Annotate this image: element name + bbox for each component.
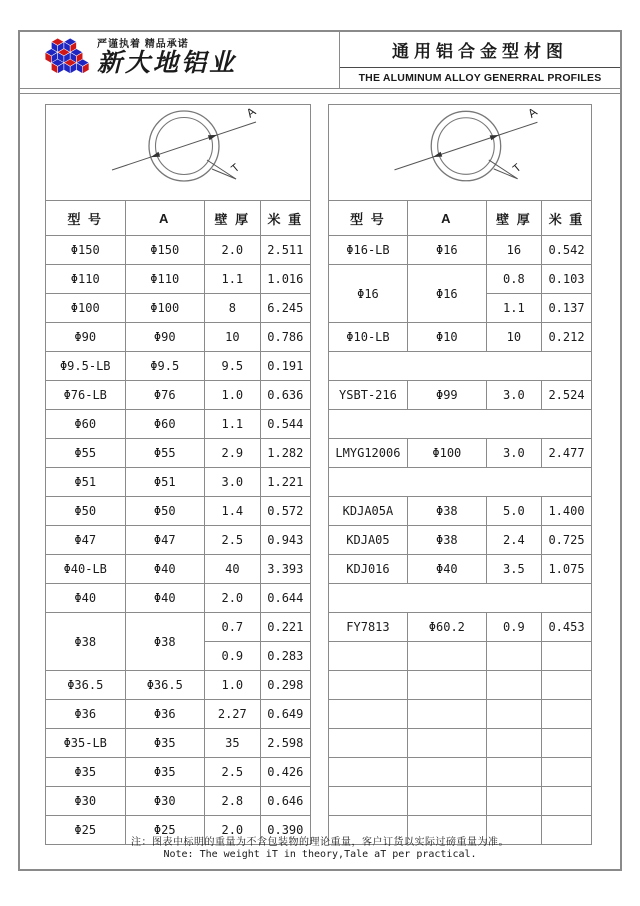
note-chinese: 注：图表中标明的重量为不含包装物的理论重量，客户订货以实际过磅重量为准。 xyxy=(131,837,509,848)
table-row xyxy=(329,352,592,381)
empty-cell xyxy=(407,700,486,729)
cell-model: Φ40-LB xyxy=(46,555,126,584)
cell-weight: 1.016 xyxy=(260,265,310,294)
cell-thickness: 3.0 xyxy=(486,439,541,468)
table-row xyxy=(329,584,592,613)
col-header-weight: 米 重 xyxy=(260,201,310,236)
footer-note xyxy=(20,837,620,861)
cell-a: Φ36.5 xyxy=(125,671,205,700)
cell-weight: 0.572 xyxy=(260,497,310,526)
right-diagram xyxy=(328,104,592,200)
cell-a: Φ60.2 xyxy=(407,613,486,642)
empty-cell xyxy=(329,758,408,787)
empty-cell xyxy=(486,642,541,671)
empty-cell xyxy=(407,787,486,816)
cell-thickness: 10 xyxy=(205,323,261,352)
empty-cell xyxy=(542,758,592,787)
table-row xyxy=(46,468,311,497)
table-row xyxy=(329,642,592,671)
left-diagram xyxy=(45,104,311,200)
empty-cell xyxy=(407,642,486,671)
cell-weight: 2.511 xyxy=(260,236,310,265)
table-row xyxy=(46,787,311,816)
cell-thickness: 3.5 xyxy=(486,555,541,584)
empty-cell xyxy=(329,729,408,758)
table-row xyxy=(46,497,311,526)
cell-thickness: 16 xyxy=(486,236,541,265)
cell-thickness: 2.4 xyxy=(486,526,541,555)
cell-model: Φ38 xyxy=(46,613,126,671)
cell-model: Φ16 xyxy=(329,265,408,323)
cell-a: Φ10 xyxy=(407,323,486,352)
table-row xyxy=(329,526,592,555)
cell-thickness: 3.0 xyxy=(205,468,261,497)
empty-cell xyxy=(542,671,592,700)
cell-thickness: 2.0 xyxy=(205,816,261,845)
table-row xyxy=(46,526,311,555)
cell-thickness: 5.0 xyxy=(486,497,541,526)
cell-thickness: 1.1 xyxy=(205,410,261,439)
empty-cell xyxy=(542,787,592,816)
cell-thickness: 2.0 xyxy=(205,236,261,265)
cell-weight: 0.649 xyxy=(260,700,310,729)
cell-model: Φ36.5 xyxy=(46,671,126,700)
cell-a: Φ16 xyxy=(407,265,486,323)
cell-a: Φ36 xyxy=(125,700,205,729)
thickness-label-t: T xyxy=(229,161,243,176)
cell-a: Φ16 xyxy=(407,236,486,265)
cell-a: Φ35 xyxy=(125,758,205,787)
table-header-row xyxy=(329,201,592,236)
table-row xyxy=(329,497,592,526)
cell-a: Φ40 xyxy=(125,584,205,613)
cell-a: Φ25 xyxy=(125,816,205,845)
cell-thickness: 8 xyxy=(205,294,261,323)
cell-weight: 0.283 xyxy=(260,642,310,671)
table-row xyxy=(329,439,592,468)
dim-label-a: A xyxy=(243,105,259,121)
thickness-label-t: T xyxy=(510,161,524,176)
cell-model: KDJA05 xyxy=(329,526,408,555)
table-row xyxy=(329,613,592,642)
spacer-cell xyxy=(329,468,592,497)
table-row xyxy=(46,323,311,352)
spacer-cell xyxy=(329,410,592,439)
table-row xyxy=(329,671,592,700)
cell-thickness: 0.9 xyxy=(486,613,541,642)
note-english: Note: The weight iT in theory,Tale aT per practical. xyxy=(163,849,477,860)
empty-cell xyxy=(542,642,592,671)
empty-cell xyxy=(486,758,541,787)
page-title-cn: 通用铝合金型材图 xyxy=(340,32,620,68)
cell-model: Φ35-LB xyxy=(46,729,126,758)
empty-cell xyxy=(329,787,408,816)
empty-cell xyxy=(542,700,592,729)
col-header-thickness: 壁 厚 xyxy=(486,201,541,236)
cell-model: Φ16-LB xyxy=(329,236,408,265)
col-header-model: 型 号 xyxy=(46,201,126,236)
cell-model: Φ47 xyxy=(46,526,126,555)
cell-a: Φ40 xyxy=(125,555,205,584)
cell-a: Φ35 xyxy=(125,729,205,758)
cell-thickness: 9.5 xyxy=(205,352,261,381)
cell-weight: 0.212 xyxy=(542,323,592,352)
cell-a: Φ55 xyxy=(125,439,205,468)
table-row xyxy=(329,265,592,294)
cell-weight: 2.598 xyxy=(260,729,310,758)
cell-weight: 1.221 xyxy=(260,468,310,497)
cell-a: Φ9.5 xyxy=(125,352,205,381)
cell-a: Φ150 xyxy=(125,236,205,265)
empty-cell xyxy=(486,671,541,700)
cell-thickness: 1.0 xyxy=(205,381,261,410)
cell-weight: 0.943 xyxy=(260,526,310,555)
table-row xyxy=(46,294,311,323)
brand-text xyxy=(97,39,237,78)
empty-cell xyxy=(542,729,592,758)
table-row xyxy=(46,555,311,584)
cell-thickness: 0.8 xyxy=(486,265,541,294)
cell-a: Φ38 xyxy=(407,497,486,526)
cell-a: Φ76 xyxy=(125,381,205,410)
cell-weight: 0.725 xyxy=(542,526,592,555)
table-row xyxy=(46,729,311,758)
cell-model: Φ30 xyxy=(46,787,126,816)
cell-model: Φ25 xyxy=(46,816,126,845)
table-row xyxy=(46,700,311,729)
content-area xyxy=(20,93,620,869)
tube-section-diagram-icon xyxy=(46,105,310,199)
table-row xyxy=(46,352,311,381)
header-brand xyxy=(42,37,237,79)
empty-cell xyxy=(407,671,486,700)
col-header-a: A xyxy=(125,201,205,236)
cell-a: Φ90 xyxy=(125,323,205,352)
cell-thickness: 1.4 xyxy=(205,497,261,526)
cell-model: Φ90 xyxy=(46,323,126,352)
col-header-thickness: 壁 厚 xyxy=(205,201,261,236)
empty-cell xyxy=(329,671,408,700)
table-row xyxy=(329,410,592,439)
brand-slogan: 严谨执着 精品承诺 xyxy=(97,38,189,50)
empty-cell xyxy=(486,729,541,758)
cell-model: Φ50 xyxy=(46,497,126,526)
cell-a: Φ99 xyxy=(407,381,486,410)
cell-model: YSBT-216 xyxy=(329,381,408,410)
spacer-cell xyxy=(329,352,592,381)
cell-a: Φ30 xyxy=(125,787,205,816)
cell-weight: 6.245 xyxy=(260,294,310,323)
company-name: 新大地铝业 xyxy=(97,49,238,77)
table-row xyxy=(46,671,311,700)
cell-thickness: 10 xyxy=(486,323,541,352)
table-row xyxy=(329,468,592,497)
empty-cell xyxy=(486,700,541,729)
cell-a: Φ51 xyxy=(125,468,205,497)
cell-model: Φ36 xyxy=(46,700,126,729)
col-header-weight: 米 重 xyxy=(542,201,592,236)
cell-weight: 0.191 xyxy=(260,352,310,381)
cell-thickness: 2.5 xyxy=(205,758,261,787)
cell-model: Φ76-LB xyxy=(46,381,126,410)
empty-cell xyxy=(486,787,541,816)
table-row xyxy=(329,729,592,758)
cell-thickness: 40 xyxy=(205,555,261,584)
table-row xyxy=(329,787,592,816)
cell-a: Φ50 xyxy=(125,497,205,526)
cell-model: Φ35 xyxy=(46,758,126,787)
table-header-row xyxy=(46,201,311,236)
cell-weight: 2.524 xyxy=(542,381,592,410)
cell-weight: 0.390 xyxy=(260,816,310,845)
table-row xyxy=(329,758,592,787)
table-row xyxy=(329,700,592,729)
cell-thickness: 2.5 xyxy=(205,526,261,555)
empty-cell xyxy=(329,642,408,671)
cell-thickness: 0.9 xyxy=(205,642,261,671)
cell-a: Φ38 xyxy=(125,613,205,671)
cell-a: Φ100 xyxy=(125,294,205,323)
empty-cell xyxy=(329,700,408,729)
cell-weight: 0.298 xyxy=(260,671,310,700)
cell-model: Φ10-LB xyxy=(329,323,408,352)
cell-thickness: 2.0 xyxy=(205,584,261,613)
cell-model: FY7813 xyxy=(329,613,408,642)
cell-model: Φ110 xyxy=(46,265,126,294)
cell-thickness: 2.27 xyxy=(205,700,261,729)
cell-model: Φ9.5-LB xyxy=(46,352,126,381)
cell-weight: 2.477 xyxy=(542,439,592,468)
cell-thickness: 0.7 xyxy=(205,613,261,642)
cell-model: Φ40 xyxy=(46,584,126,613)
cell-weight: 0.542 xyxy=(542,236,592,265)
cell-thickness: 3.0 xyxy=(486,381,541,410)
cell-weight: 1.075 xyxy=(542,555,592,584)
table-row xyxy=(329,381,592,410)
cell-model: KDJ016 xyxy=(329,555,408,584)
cell-model: Φ150 xyxy=(46,236,126,265)
cell-weight: 0.646 xyxy=(260,787,310,816)
cell-weight: 0.103 xyxy=(542,265,592,294)
col-header-a: A xyxy=(407,201,486,236)
cell-thickness: 1.1 xyxy=(205,265,261,294)
cell-a: Φ40 xyxy=(407,555,486,584)
spacer-cell xyxy=(329,584,592,613)
cell-model: KDJA05A xyxy=(329,497,408,526)
left-profile-table xyxy=(45,200,311,845)
cell-weight: 3.393 xyxy=(260,555,310,584)
cell-weight: 0.426 xyxy=(260,758,310,787)
table-row xyxy=(46,584,311,613)
right-profile-table xyxy=(328,200,592,845)
cell-weight: 0.221 xyxy=(260,613,310,642)
table-row xyxy=(46,381,311,410)
cell-model: Φ51 xyxy=(46,468,126,497)
table-row xyxy=(46,439,311,468)
cell-thickness: 2.9 xyxy=(205,439,261,468)
table-row xyxy=(329,323,592,352)
table-row xyxy=(46,410,311,439)
cell-thickness: 1.1 xyxy=(486,294,541,323)
cell-model: Φ60 xyxy=(46,410,126,439)
cell-model: LMYG12006 xyxy=(329,439,408,468)
cell-thickness: 2.8 xyxy=(205,787,261,816)
dim-label-a: A xyxy=(525,105,540,121)
cell-model: Φ100 xyxy=(46,294,126,323)
header xyxy=(20,32,620,89)
empty-cell xyxy=(407,729,486,758)
cell-weight: 0.644 xyxy=(260,584,310,613)
cell-weight: 0.636 xyxy=(260,381,310,410)
cell-a: Φ47 xyxy=(125,526,205,555)
cell-thickness: 1.0 xyxy=(205,671,261,700)
cell-weight: 1.400 xyxy=(542,497,592,526)
cell-thickness: 35 xyxy=(205,729,261,758)
page-title-en: THE ALUMINUM ALLOY GENERRAL PROFILES xyxy=(358,72,602,84)
cell-weight: 0.453 xyxy=(542,613,592,642)
cell-model: Φ55 xyxy=(46,439,126,468)
table-row xyxy=(329,236,592,265)
cell-a: Φ110 xyxy=(125,265,205,294)
empty-cell xyxy=(407,758,486,787)
tube-section-diagram-icon xyxy=(329,105,591,199)
cell-weight: 0.786 xyxy=(260,323,310,352)
table-row xyxy=(46,758,311,787)
col-header-model: 型 号 xyxy=(329,201,408,236)
right-table-group xyxy=(328,104,592,845)
header-title-block xyxy=(339,32,620,88)
cell-a: Φ100 xyxy=(407,439,486,468)
company-logo-icon xyxy=(42,37,90,79)
table-row xyxy=(46,265,311,294)
page-frame xyxy=(18,30,622,871)
cell-weight: 1.282 xyxy=(260,439,310,468)
table-row xyxy=(46,613,311,642)
cell-weight: 0.544 xyxy=(260,410,310,439)
cell-a: Φ60 xyxy=(125,410,205,439)
table-row xyxy=(329,555,592,584)
cell-a: Φ38 xyxy=(407,526,486,555)
cell-weight: 0.137 xyxy=(542,294,592,323)
table-row xyxy=(46,236,311,265)
left-table-group xyxy=(45,104,311,845)
